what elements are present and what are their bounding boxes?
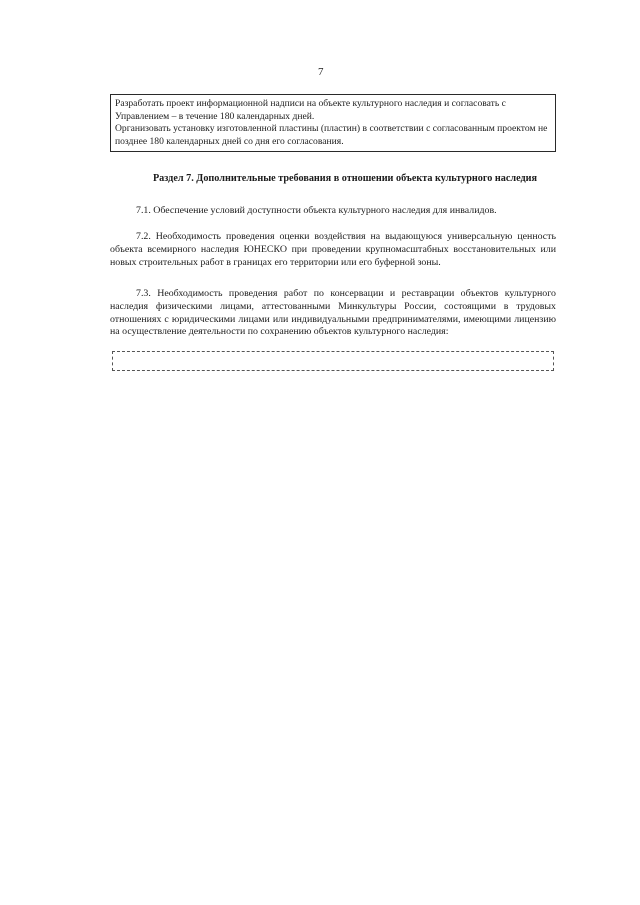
paragraph-7-3 <box>110 288 556 339</box>
paragraph-7-3-text: 7.3. Необходимость проведения работ по консервации и реставрации объектов культурного наследия физическими лицами, аттестованными Минкультуры России, состоящими в трудовых отношениях с юридическими лицами или индивидуальными предпринимателями, имеющими лицензию на осуществление деятельности по сохранению объектов культурного наследия: <box>110 288 556 338</box>
paragraph-7-2-text: 7.2. Необходимость проведения оценки воздействия на выдающуюся универсальную ценность объекта всемирного наследия ЮНЕСКО при проведении крупномасштабных восстановительных или новых строительных работ в границах его территории или его буферной зоны. <box>110 231 556 268</box>
paragraph-7-1 <box>110 205 556 218</box>
requirement-text-design: Разработать проект информационной надписи на объекте культурного наследия и согласовать с Управлением – в течение 180 календарных дней. <box>115 98 506 122</box>
requirement-text-installation: Организовать установку изготовленной пластины (пластин) в соответствии с согласованным проектом не позднее 180 календарных дней со дня его согласования. <box>115 123 548 147</box>
requirements-box <box>110 94 556 152</box>
page-number: 7 <box>318 66 324 78</box>
paragraph-7-2 <box>110 231 556 269</box>
section-title: Раздел 7. Дополнительные требования в отношении объекта культурного наследия <box>152 173 538 184</box>
empty-entry-box <box>112 351 554 371</box>
paragraph-7-1-text: 7.1. Обеспечение условий доступности объекта культурного наследия для инвалидов. <box>136 205 497 216</box>
